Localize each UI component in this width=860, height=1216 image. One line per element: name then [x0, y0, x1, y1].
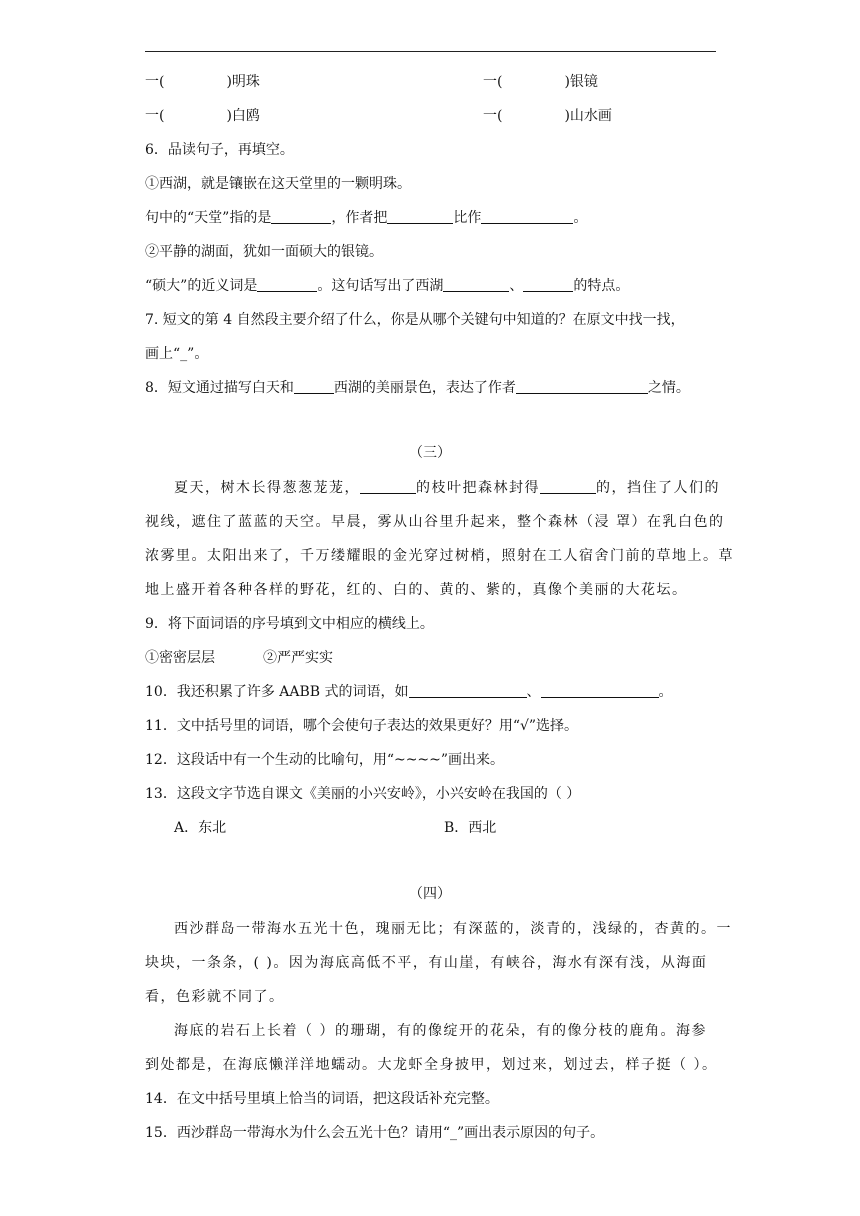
- passage-4-line-5: 到处都是，在海底懒洋洋地蠕动。大龙虾全身披甲，划过来，划过去，样子挺（ ）。: [145, 1057, 718, 1073]
- answer-blank[interactable]: [540, 479, 596, 494]
- answer-blank[interactable]: [271, 209, 331, 224]
- text: 西湖的美丽景色，表达了作者: [333, 380, 516, 396]
- question-8: [145, 378, 690, 398]
- text: 的特点。: [573, 278, 630, 294]
- word-label: )山水画: [564, 108, 612, 124]
- blank-label: 一(: [145, 108, 165, 124]
- question-13-title: 13．这段文字节选自课文《美丽的小兴安岭》，小兴安岭在我国的（ ）: [145, 786, 581, 802]
- answer-blank[interactable]: [541, 683, 659, 698]
- section-4-heading: （四）: [409, 886, 451, 902]
- question-12: 12．这段话中有一个生动的比喻句，用“~~~~”画出来。: [145, 752, 505, 768]
- answer-blank[interactable]: [409, 683, 527, 698]
- text: 句中的“天堂”指的是: [145, 210, 272, 226]
- text: 的，挡住了人们的: [596, 480, 720, 496]
- text: 之情。: [647, 380, 690, 396]
- blank-label: 一(: [145, 74, 165, 90]
- word-label: )白鸥: [226, 108, 260, 124]
- answer-blank[interactable]: [516, 379, 648, 394]
- text: 。: [658, 684, 673, 700]
- option-2: ②严严实实: [263, 650, 333, 666]
- passage-4-line-4: 海底的岩石上长着（ ）的珊瑚，有的像绽开的花朵，有的像分枝的鹿角。海参: [174, 1023, 707, 1039]
- question-11: 11．文中括号里的词语，哪个会使句子表达的效果更好？用“√”选择。: [145, 718, 579, 734]
- answer-blank[interactable]: [257, 277, 317, 292]
- blank-label: 一(: [483, 108, 503, 124]
- text: ，作者把: [331, 210, 388, 226]
- question-9-title: 9．将下面词语的序号填到文中相应的横线上。: [145, 616, 434, 632]
- text: 10．我还积累了许多 AABB 式的词语，如: [145, 684, 409, 700]
- answer-blank[interactable]: [481, 209, 573, 224]
- fill-row-1: [145, 72, 598, 92]
- passage-3-line-4: 地上盛开着各种各样的野花，红的、白的、黄的、紫的，真像个美丽的大花坛。: [145, 582, 688, 598]
- text: “硕大”的近义词是: [145, 278, 258, 294]
- text: 、: [509, 278, 524, 294]
- question-7-line-1: 7. 短文的第 4 自然段主要介绍了什么，你是从哪个关键句中知道的？在原文中找一找，: [145, 312, 685, 328]
- answer-blank[interactable]: [387, 209, 453, 224]
- section-3-heading: （三）: [409, 445, 451, 461]
- text: 夏天，树木长得葱葱茏茏，: [174, 480, 360, 496]
- question-6-title: 6．品读句子，再填空。: [145, 142, 294, 158]
- text: 。这句话写出了西湖: [317, 278, 444, 294]
- text: 的枝叶把森林封得: [416, 480, 540, 496]
- question-6-line-2: [145, 276, 629, 296]
- question-10: [145, 682, 673, 702]
- answer-blank[interactable]: [523, 277, 573, 292]
- sentence-1: ①西湖，就是镶嵌在这天堂里的一颗明珠。: [145, 176, 411, 192]
- question-9-options: [145, 648, 333, 668]
- option-1: ①密密层层: [145, 650, 215, 666]
- passage-3-line-3: 浓雾里。太阳出来了，千万缕耀眼的金光穿过树梢，照射在工人宿舍门前的草地上。草: [145, 548, 734, 564]
- blank-label: 一(: [483, 74, 503, 90]
- passage-4-line-2: 块块，一条条，( )。因为海底高低不平，有山崖，有峡谷，海水有深有浅，从海面: [145, 955, 708, 971]
- choice-a[interactable]: A．东北: [174, 820, 227, 836]
- text: 。: [573, 210, 588, 226]
- sentence-2: ②平静的湖面，犹如一面硕大的银镜。: [145, 244, 383, 260]
- question-14: 14．在文中括号里填上恰当的词语，把这段话补充完整。: [145, 1091, 499, 1107]
- passage-4-line-3: 看，色彩就不同了。: [145, 989, 285, 1005]
- choice-b[interactable]: B．西北: [444, 820, 497, 836]
- word-label: )明珠: [226, 74, 260, 90]
- answer-blank[interactable]: [360, 479, 416, 494]
- passage-4-line-1: 西沙群岛一带海水五光十色，瑰丽无比；有深蓝的，淡青的，浅绿的，杏黄的。一: [174, 921, 732, 937]
- top-rule: [145, 51, 716, 52]
- text: 比作: [453, 210, 482, 226]
- passage-3-line-1: [174, 478, 720, 498]
- word-label: )银镜: [564, 74, 598, 90]
- passage-3-line-2: 视线，遮住了蓝蓝的天空。早晨，雾从山谷里升起来，整个森林（浸 罩）在乳白色的: [145, 514, 725, 530]
- answer-blank[interactable]: [443, 277, 509, 292]
- text: 、: [526, 684, 541, 700]
- text: 8．短文通过描写白天和: [145, 380, 294, 396]
- answer-blank[interactable]: [294, 379, 334, 394]
- fill-row-2: [145, 106, 612, 126]
- question-15: 15．西沙群岛一带海水为什么会五光十色？请用“_”画出表示原因的句子。: [145, 1125, 605, 1141]
- question-7-line-2: 画上“_”。: [145, 346, 209, 362]
- question-6-line-1: [145, 208, 587, 228]
